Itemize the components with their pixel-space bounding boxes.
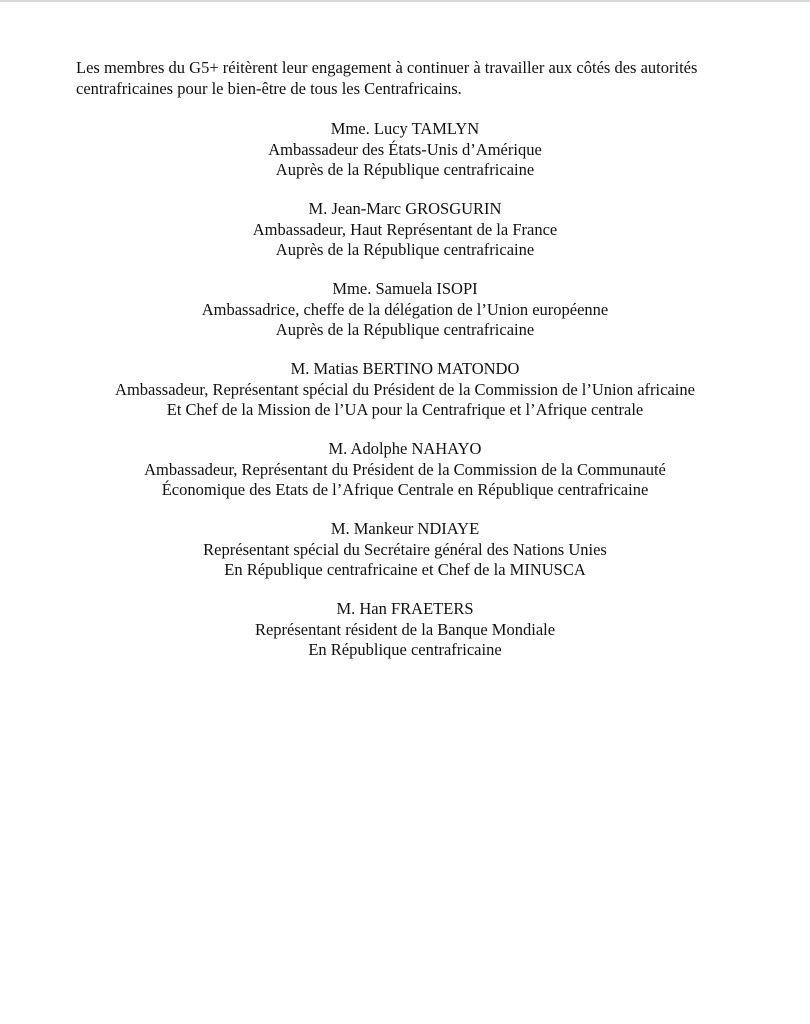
signatory-name: M. Adolphe NAHAYO bbox=[328, 439, 482, 458]
signatory-detail: Auprès de la République centrafricaine bbox=[275, 240, 535, 259]
signatory-block bbox=[0, 359, 810, 421]
signatory-title: Représentant résident de la Banque Mondiale bbox=[254, 619, 556, 639]
intro-paragraph bbox=[76, 57, 776, 99]
signatory-title: Ambassadeur, Représentant spécial du Président de la Commission de l’Union africaine bbox=[115, 379, 695, 399]
signatory-name: Mme. Lucy TAMLYN bbox=[330, 119, 480, 138]
signatory-title: Ambassadeur, Haut Représentant de la France bbox=[252, 219, 558, 239]
signatory-block bbox=[0, 279, 810, 341]
signatory-block bbox=[0, 519, 810, 581]
signatory-block bbox=[0, 439, 810, 501]
signatory-detail: Auprès de la République centrafricaine bbox=[275, 160, 535, 179]
intro-line-1: Les membres du G5+ réitèrent leur engagement à continuer à travailler aux côtés des autorités bbox=[76, 58, 698, 77]
signatory-detail: Économique des Etats de l’Afrique Centrale en République centrafricaine bbox=[161, 480, 649, 499]
signatory-block bbox=[0, 599, 810, 661]
signatory-name: M. Matias BERTINO MATONDO bbox=[290, 359, 520, 378]
signatory-name: M. Han FRAETERS bbox=[336, 599, 474, 618]
signatory-title: Représentant spécial du Secrétaire général des Nations Unies bbox=[203, 539, 607, 559]
signatory-name: M. Mankeur NDIAYE bbox=[330, 519, 480, 538]
signatory-title: Ambassadrice, cheffe de la délégation de l’Union européenne bbox=[201, 299, 609, 319]
signatory-detail: En République centrafricaine et Chef de la MINUSCA bbox=[224, 560, 586, 579]
signatories-list bbox=[0, 119, 810, 679]
signatory-block bbox=[0, 119, 810, 181]
signatory-detail: Et Chef de la Mission de l’UA pour la Centrafrique et l’Afrique centrale bbox=[166, 400, 644, 419]
signatory-block bbox=[0, 199, 810, 261]
page-top-edge bbox=[0, 0, 810, 2]
signatory-detail: Auprès de la République centrafricaine bbox=[275, 320, 535, 339]
intro-line-2: centrafricaines pour le bien-être de tous les Centrafricains. bbox=[76, 79, 462, 98]
signatory-name: Mme. Samuela ISOPI bbox=[332, 279, 478, 298]
signatory-title: Ambassadeur des États-Unis d’Amérique bbox=[268, 139, 542, 159]
signatory-name: M. Jean-Marc GROSGURIN bbox=[308, 199, 502, 218]
signatory-title: Ambassadeur, Représentant du Président de la Commission de la Communauté bbox=[144, 459, 666, 479]
signatory-detail: En République centrafricaine bbox=[308, 640, 502, 659]
